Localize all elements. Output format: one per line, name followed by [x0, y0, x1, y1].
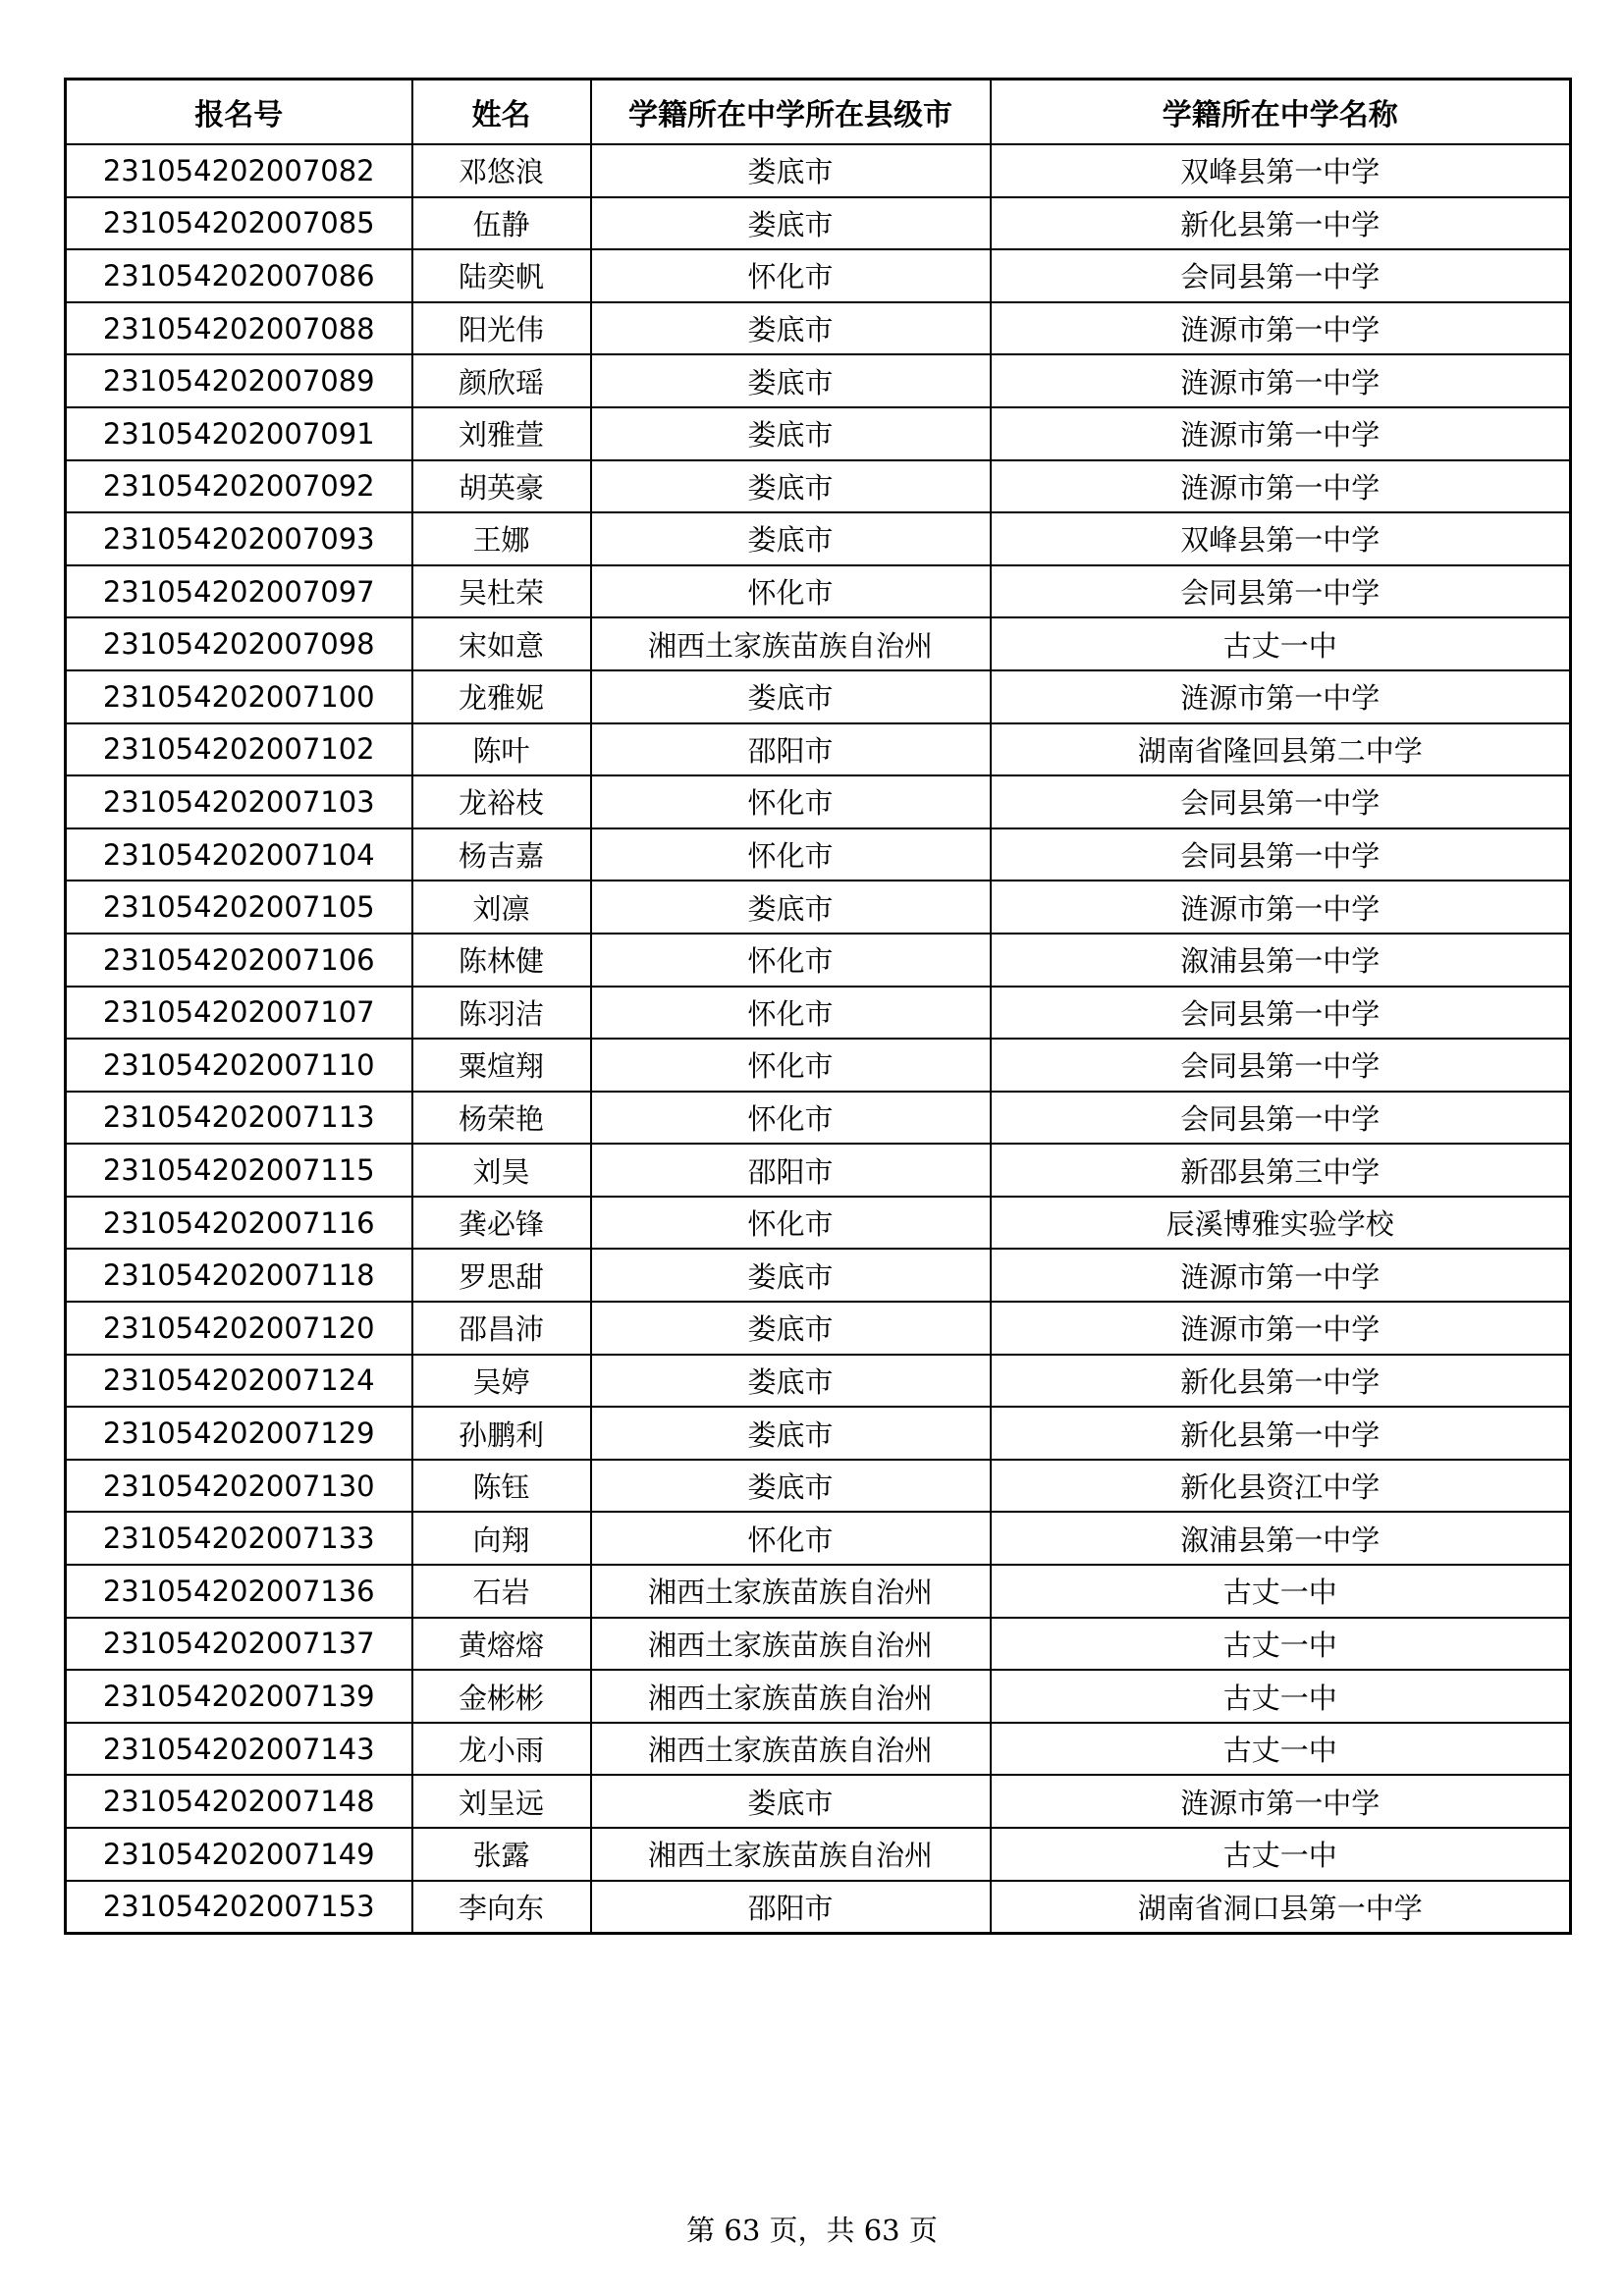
- county-city-cell: 怀化市: [591, 987, 991, 1040]
- registration-number-cell: 231054202007106: [66, 934, 412, 987]
- name-cell: 金彬彬: [412, 1670, 591, 1723]
- name-cell: 孙鹏利: [412, 1407, 591, 1460]
- county-city-cell: 湘西土家族苗族自治州: [591, 617, 991, 670]
- table-row: [66, 1881, 1571, 1934]
- registration-number-cell: 231054202007130: [66, 1460, 412, 1513]
- name-cell: 吴杜荣: [412, 565, 591, 618]
- name-cell: 陆奕帆: [412, 249, 591, 302]
- name-cell: 龙小雨: [412, 1723, 591, 1776]
- table-row: [66, 1092, 1571, 1145]
- county-city-cell: 娄底市: [591, 460, 991, 513]
- school-name-cell: 会同县第一中学: [991, 828, 1571, 881]
- registration-number-cell: 231054202007107: [66, 987, 412, 1040]
- county-city-cell: 湘西土家族苗族自治州: [591, 1828, 991, 1881]
- table-row: [66, 1828, 1571, 1881]
- table-row: [66, 881, 1571, 934]
- school-name-cell: 古丈一中: [991, 1618, 1571, 1671]
- county-city-cell: 怀化市: [591, 775, 991, 828]
- header-name: 姓名: [412, 80, 591, 145]
- registration-number-cell: 231054202007137: [66, 1618, 412, 1671]
- name-cell: 吴婷: [412, 1355, 591, 1408]
- county-city-cell: 怀化市: [591, 1197, 991, 1250]
- name-cell: 李向东: [412, 1881, 591, 1934]
- registration-number-cell: 231054202007091: [66, 407, 412, 460]
- county-city-cell: 湘西土家族苗族自治州: [591, 1618, 991, 1671]
- table-row: [66, 1512, 1571, 1565]
- county-city-cell: 邵阳市: [591, 1144, 991, 1197]
- table-row: [66, 1355, 1571, 1408]
- school-name-cell: 会同县第一中学: [991, 987, 1571, 1040]
- header-school-name: 学籍所在中学名称: [991, 80, 1571, 145]
- registration-number-cell: 231054202007110: [66, 1039, 412, 1092]
- table-row: [66, 565, 1571, 618]
- name-cell: 龙裕枝: [412, 775, 591, 828]
- county-city-cell: 怀化市: [591, 565, 991, 618]
- county-city-cell: 娄底市: [591, 354, 991, 407]
- school-name-cell: 古丈一中: [991, 1670, 1571, 1723]
- school-name-cell: 涟源市第一中学: [991, 1249, 1571, 1302]
- table-row: [66, 670, 1571, 723]
- registration-number-cell: 231054202007086: [66, 249, 412, 302]
- name-cell: 邵昌沛: [412, 1302, 591, 1355]
- name-cell: 阳光伟: [412, 302, 591, 355]
- registration-number-cell: 231054202007093: [66, 512, 412, 565]
- county-city-cell: 怀化市: [591, 1039, 991, 1092]
- name-cell: 陈林健: [412, 934, 591, 987]
- county-city-cell: 娄底市: [591, 1407, 991, 1460]
- school-name-cell: 涟源市第一中学: [991, 1302, 1571, 1355]
- table-body: [66, 144, 1571, 1934]
- registration-number-cell: 231054202007120: [66, 1302, 412, 1355]
- school-name-cell: 会同县第一中学: [991, 775, 1571, 828]
- school-name-cell: 新邵县第三中学: [991, 1144, 1571, 1197]
- table-row: [66, 1144, 1571, 1197]
- table-row: [66, 354, 1571, 407]
- school-name-cell: 涟源市第一中学: [991, 881, 1571, 934]
- table-row: [66, 934, 1571, 987]
- county-city-cell: 娄底市: [591, 144, 991, 197]
- county-city-cell: 怀化市: [591, 1512, 991, 1565]
- registration-number-cell: 231054202007089: [66, 354, 412, 407]
- county-city-cell: 怀化市: [591, 828, 991, 881]
- admission-roster-table: [64, 78, 1572, 1935]
- name-cell: 胡英豪: [412, 460, 591, 513]
- school-name-cell: 溆浦县第一中学: [991, 934, 1571, 987]
- registration-number-cell: 231054202007082: [66, 144, 412, 197]
- table-row: [66, 987, 1571, 1040]
- school-name-cell: 涟源市第一中学: [991, 407, 1571, 460]
- school-name-cell: 古丈一中: [991, 617, 1571, 670]
- name-cell: 陈钰: [412, 1460, 591, 1513]
- county-city-cell: 娄底市: [591, 1355, 991, 1408]
- table-row: [66, 197, 1571, 250]
- registration-number-cell: 231054202007143: [66, 1723, 412, 1776]
- table-row: [66, 1723, 1571, 1776]
- registration-number-cell: 231054202007139: [66, 1670, 412, 1723]
- table-row: [66, 249, 1571, 302]
- table-row: [66, 1565, 1571, 1618]
- table-row: [66, 1670, 1571, 1723]
- registration-number-cell: 231054202007097: [66, 565, 412, 618]
- header-registration-number: 报名号: [66, 80, 412, 145]
- table-row: [66, 1407, 1571, 1460]
- table-row: [66, 617, 1571, 670]
- registration-number-cell: 231054202007104: [66, 828, 412, 881]
- table-row: [66, 775, 1571, 828]
- school-name-cell: 新化县资江中学: [991, 1460, 1571, 1513]
- name-cell: 石岩: [412, 1565, 591, 1618]
- table-row: [66, 460, 1571, 513]
- school-name-cell: 涟源市第一中学: [991, 354, 1571, 407]
- name-cell: 陈叶: [412, 723, 591, 776]
- school-name-cell: 会同县第一中学: [991, 249, 1571, 302]
- school-name-cell: 会同县第一中学: [991, 1039, 1571, 1092]
- county-city-cell: 娄底市: [591, 1775, 991, 1828]
- table-row: [66, 723, 1571, 776]
- registration-number-cell: 231054202007136: [66, 1565, 412, 1618]
- registration-number-cell: 231054202007115: [66, 1144, 412, 1197]
- county-city-cell: 湘西土家族苗族自治州: [591, 1723, 991, 1776]
- county-city-cell: 娄底市: [591, 670, 991, 723]
- registration-number-cell: 231054202007129: [66, 1407, 412, 1460]
- name-cell: 颜欣瑶: [412, 354, 591, 407]
- registration-number-cell: 231054202007105: [66, 881, 412, 934]
- name-cell: 向翔: [412, 1512, 591, 1565]
- school-name-cell: 湖南省隆回县第二中学: [991, 723, 1571, 776]
- school-name-cell: 涟源市第一中学: [991, 1775, 1571, 1828]
- school-name-cell: 新化县第一中学: [991, 1407, 1571, 1460]
- table-row: [66, 407, 1571, 460]
- header-county-city: 学籍所在中学所在县级市: [591, 80, 991, 145]
- name-cell: 张露: [412, 1828, 591, 1881]
- table-row: [66, 512, 1571, 565]
- county-city-cell: 娄底市: [591, 881, 991, 934]
- registration-number-cell: 231054202007098: [66, 617, 412, 670]
- county-city-cell: 娄底市: [591, 1460, 991, 1513]
- registration-number-cell: 231054202007113: [66, 1092, 412, 1145]
- school-name-cell: 涟源市第一中学: [991, 302, 1571, 355]
- name-cell: 陈羽洁: [412, 987, 591, 1040]
- county-city-cell: 邵阳市: [591, 1881, 991, 1934]
- school-name-cell: 古丈一中: [991, 1565, 1571, 1618]
- table-row: [66, 1775, 1571, 1828]
- registration-number-cell: 231054202007088: [66, 302, 412, 355]
- registration-number-cell: 231054202007148: [66, 1775, 412, 1828]
- name-cell: 杨荣艳: [412, 1092, 591, 1145]
- name-cell: 宋如意: [412, 617, 591, 670]
- name-cell: 邓悠浪: [412, 144, 591, 197]
- school-name-cell: 溆浦县第一中学: [991, 1512, 1571, 1565]
- county-city-cell: 娄底市: [591, 1249, 991, 1302]
- registration-number-cell: 231054202007085: [66, 197, 412, 250]
- registration-number-cell: 231054202007124: [66, 1355, 412, 1408]
- school-name-cell: 古丈一中: [991, 1828, 1571, 1881]
- table-row: [66, 1249, 1571, 1302]
- table-row: [66, 302, 1571, 355]
- table-row: [66, 1302, 1571, 1355]
- name-cell: 王娜: [412, 512, 591, 565]
- county-city-cell: 邵阳市: [591, 723, 991, 776]
- county-city-cell: 娄底市: [591, 1302, 991, 1355]
- name-cell: 龚必锋: [412, 1197, 591, 1250]
- name-cell: 黄熔熔: [412, 1618, 591, 1671]
- registration-number-cell: 231054202007153: [66, 1881, 412, 1934]
- registration-number-cell: 231054202007103: [66, 775, 412, 828]
- table-row: [66, 144, 1571, 197]
- table-row: [66, 1460, 1571, 1513]
- school-name-cell: 双峰县第一中学: [991, 512, 1571, 565]
- school-name-cell: 新化县第一中学: [991, 197, 1571, 250]
- name-cell: 粟煊翔: [412, 1039, 591, 1092]
- school-name-cell: 湖南省洞口县第一中学: [991, 1881, 1571, 1934]
- name-cell: 龙雅妮: [412, 670, 591, 723]
- registration-number-cell: 231054202007149: [66, 1828, 412, 1881]
- page-number: 第 63 页，共 63 页: [686, 2214, 938, 2247]
- school-name-cell: 涟源市第一中学: [991, 460, 1571, 513]
- registration-number-cell: 231054202007116: [66, 1197, 412, 1250]
- county-city-cell: 湘西土家族苗族自治州: [591, 1670, 991, 1723]
- name-cell: 杨吉嘉: [412, 828, 591, 881]
- school-name-cell: 双峰县第一中学: [991, 144, 1571, 197]
- table-row: [66, 828, 1571, 881]
- county-city-cell: 娄底市: [591, 302, 991, 355]
- registration-number-cell: 231054202007102: [66, 723, 412, 776]
- registration-number-cell: 231054202007100: [66, 670, 412, 723]
- county-city-cell: 娄底市: [591, 197, 991, 250]
- county-city-cell: 湘西土家族苗族自治州: [591, 1565, 991, 1618]
- county-city-cell: 娄底市: [591, 407, 991, 460]
- name-cell: 刘雅萱: [412, 407, 591, 460]
- county-city-cell: 娄底市: [591, 512, 991, 565]
- school-name-cell: 会同县第一中学: [991, 565, 1571, 618]
- school-name-cell: 古丈一中: [991, 1723, 1571, 1776]
- table-row: [66, 1197, 1571, 1250]
- county-city-cell: 怀化市: [591, 934, 991, 987]
- table-row: [66, 1039, 1571, 1092]
- table-header: [66, 80, 1571, 145]
- school-name-cell: 会同县第一中学: [991, 1092, 1571, 1145]
- name-cell: 罗思甜: [412, 1249, 591, 1302]
- header-row: [66, 80, 1571, 145]
- name-cell: 伍静: [412, 197, 591, 250]
- school-name-cell: 涟源市第一中学: [991, 670, 1571, 723]
- school-name-cell: 辰溪博雅实验学校: [991, 1197, 1571, 1250]
- school-name-cell: 新化县第一中学: [991, 1355, 1571, 1408]
- table-row: [66, 1618, 1571, 1671]
- county-city-cell: 怀化市: [591, 1092, 991, 1145]
- name-cell: 刘呈远: [412, 1775, 591, 1828]
- name-cell: 刘昊: [412, 1144, 591, 1197]
- name-cell: 刘凛: [412, 881, 591, 934]
- county-city-cell: 怀化市: [591, 249, 991, 302]
- registration-number-cell: 231054202007133: [66, 1512, 412, 1565]
- registration-number-cell: 231054202007092: [66, 460, 412, 513]
- registration-number-cell: 231054202007118: [66, 1249, 412, 1302]
